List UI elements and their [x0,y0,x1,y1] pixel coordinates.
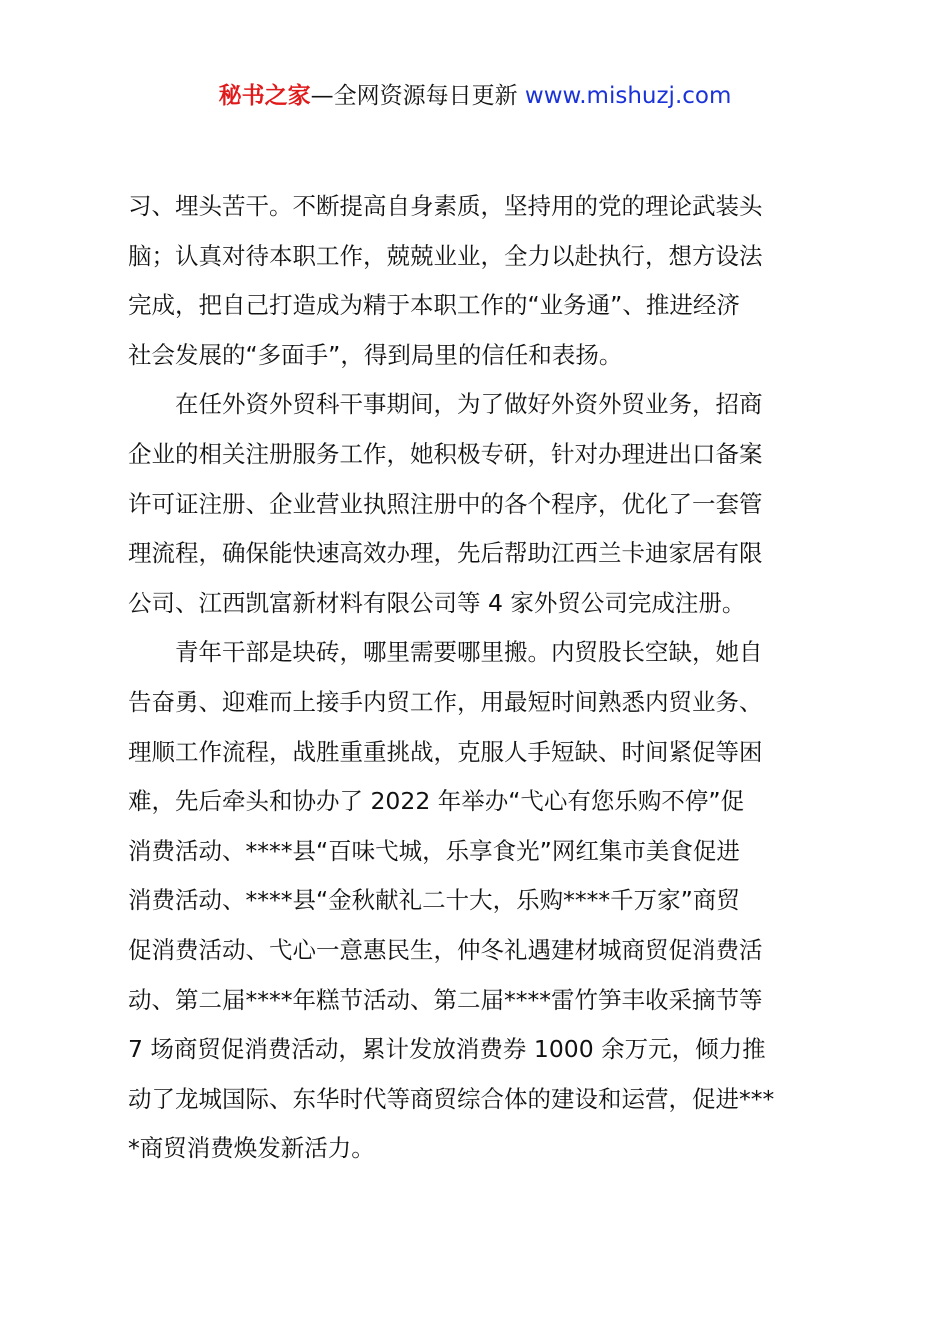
text-line: 理流程，确保能快速高效办理，先后帮助江西兰卡迪家居有限 [128,539,763,568]
text-line: 脑；认真对待本职工作，兢兢业业，全力以赴执行，想方设法 [128,241,763,270]
text-line: 7 场商贸促消费活动，累计发放消费券 1000 余万元，倾力推 [128,1035,766,1064]
text-line: 促消费活动、弋心一意惠民生，仲冬礼遇建材城商贸促消费活 [128,935,763,964]
text-line: 动了龙城国际、东华时代等商贸综合体的建设和运营，促进*** [128,1084,775,1113]
text-line: 习、埋头苦干。不断提高自身素质，坚持用的党的理论武装头 [128,192,763,220]
text-line: 社会发展的“多面手”，得到局里的信任和表扬。 [128,340,623,369]
paragraph-continuation [128,182,838,380]
text-line: 企业的相关注册服务工作，她积极专研，针对办理进出口备案 [128,439,763,468]
text-line: 理顺工作流程，战胜重重挑战，克服人手短缺、时间紧促等困 [128,737,763,766]
text-line: 完成，把自己打造成为精于本职工作的“业务通”、推进经济 [128,291,740,320]
text-line: 消费活动、****县“金秋献礼二十大，乐购****千万家”商贸 [128,886,740,915]
text-line: 青年干部是块砖，哪里需要哪里搬。内贸股长空缺，她自 [175,638,763,667]
text-line: 难，先后牵头和协办了 2022 年举办“弋心有您乐购不停”促 [128,787,745,816]
brand-name: 秘书之家 [218,83,311,109]
text-line: 动、第二届****年糕节活动、第二届****雷竹笋丰收采摘节等 [128,985,763,1014]
text-line: 公司、江西凯富新材料有限公司等 4 家外贸公司完成注册。 [128,588,746,617]
header-tagline: —全网资源每日更新 [310,83,525,109]
text-line: *商贸消费焕发新活力。 [128,1134,375,1163]
text-line: 许可证注册、企业营业执照注册中的各个程序，优化了一套管 [128,489,763,518]
document-body [128,182,838,1174]
text-line: 告奋勇、迎难而上接手内贸工作，用最短时间熟悉内贸业务、 [128,687,763,716]
paragraph-foreign-trade [128,380,838,628]
text-line: 消费活动、****县“百味弋城，乐享食光”网红集市美食促进 [128,836,740,865]
text-line: 在任外资外贸科干事期间，为了做好外资外贸业务，招商 [175,390,763,419]
website-link[interactable]: www.mishuzj.com [524,83,732,109]
page-header [0,78,950,114]
paragraph-domestic-trade [128,628,838,1174]
